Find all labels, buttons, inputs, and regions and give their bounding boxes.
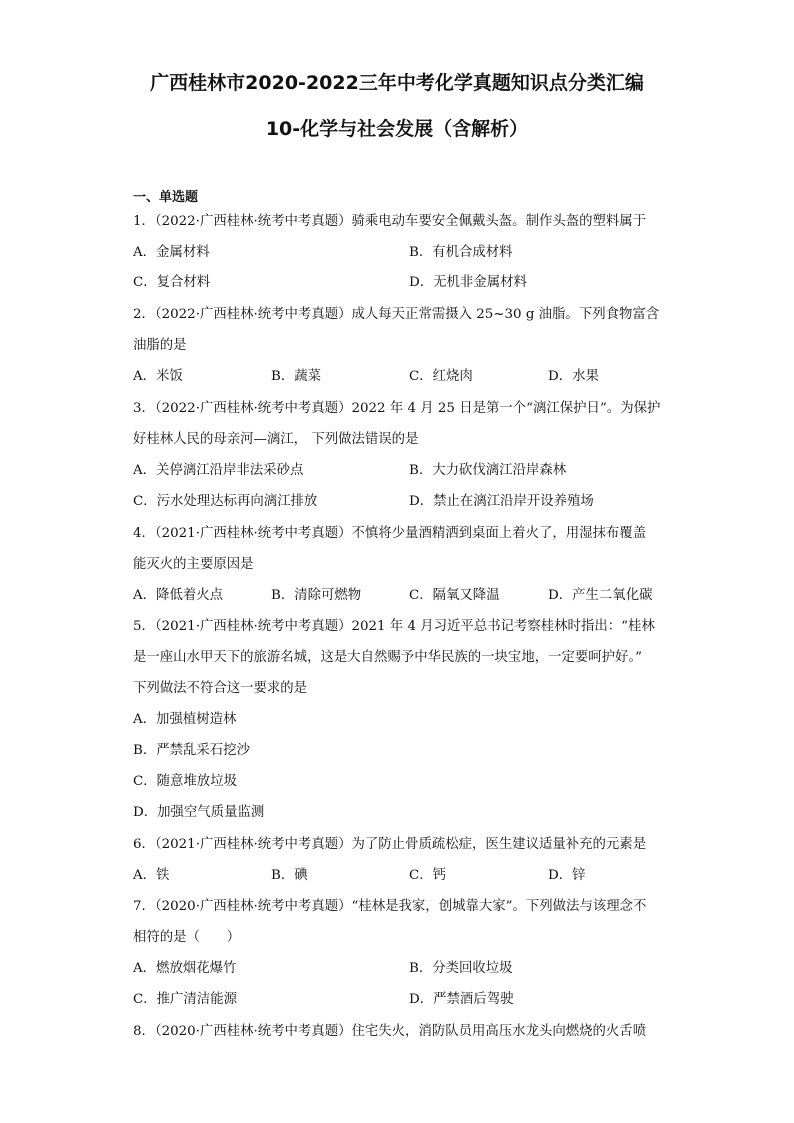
question-1-option-d: D．无机非金属材料: [409, 275, 527, 290]
question-1-option-b: B．有机合成材料: [409, 245, 513, 260]
question-4-option-b: B．清除可燃物: [271, 588, 362, 603]
question-2-option-b: B．蔬菜: [271, 369, 322, 384]
question-5-option-d: D．加强空气质量监测: [133, 805, 265, 820]
question-1-option-c: C．复合材料: [133, 275, 211, 290]
question-7-stem: 7．（2020·广西桂林·统考中考真题）“桂林是我家，创城靠大家”。下列做法与该理念不: [133, 899, 647, 914]
question-3-stem-cont: 好桂林人民的母亲河—漓江， 下列做法错误的是: [133, 432, 419, 447]
question-6-option-a: A．铁: [133, 868, 170, 883]
question-5-stem-cont-1: 是一座山水甲天下的旅游名城，这是大自然赐予中华民族的一块宝地，一定要呵护好。”: [133, 650, 642, 665]
question-3-stem: 3．（2022·广西桂林·统考中考真题）2022 年 4 月 25 日是第一个“漓江保护日”。为保护: [133, 401, 661, 416]
question-5-stem-cont-2: 下列做法不符合这一要求的是: [133, 681, 308, 696]
question-5-option-b: B．严禁乱采石挖沙: [133, 743, 250, 758]
question-2-option-c: C．红烧肉: [409, 369, 473, 384]
question-6-option-c: C．钙: [409, 868, 447, 883]
section-heading: 一、单选题: [133, 190, 199, 205]
question-6-stem: 6．（2021·广西桂林·统考中考真题）为了防止骨质疏松症，医生建议适量补充的元素是: [133, 837, 647, 852]
question-4-option-c: C．隔氧又降温: [409, 588, 500, 603]
document-title-line-1: 广西桂林市2020-2022三年中考化学真题知识点分类汇编: [150, 72, 644, 94]
document-title-line-2: 10-化学与社会发展（含解析）: [265, 118, 529, 140]
question-3-option-d: D．禁止在漓江沿岸开设养殖场: [409, 494, 594, 509]
question-3-option-a: A．关停漓江沿岸非法采砂点: [133, 463, 304, 478]
question-4-option-d: D．产生二氧化碳: [548, 588, 653, 603]
question-2-option-d: D．水果: [548, 369, 599, 384]
question-2-stem-cont: 油脂的是: [133, 338, 187, 353]
question-5-stem: 5．（2021·广西桂林·统考中考真题）2021 年 4 月习近平总书记考察桂林时指出：“桂林: [133, 619, 655, 634]
question-8-stem: 8．（2020·广西桂林·统考中考真题）住宅失火，消防队员用高压水龙头向燃烧的火舌喷: [133, 1024, 647, 1039]
question-6-option-d: D．锌: [548, 868, 586, 883]
question-7-stem-cont: 相符的是（ ）: [133, 930, 241, 945]
question-7-option-c: C．推广清洁能源: [133, 992, 237, 1007]
question-2-option-a: A．米饭: [133, 369, 183, 384]
question-4-stem: 4．（2021·广西桂林·统考中考真题）不慎将少量酒精洒到桌面上着火了，用湿抹布覆盖: [133, 526, 647, 541]
question-7-option-b: B．分类回收垃圾: [409, 961, 513, 976]
question-4-stem-cont: 能灭火的主要原因是: [133, 557, 254, 572]
question-4-option-a: A．降低着火点: [133, 588, 224, 603]
question-1-option-a: A．金属材料: [133, 245, 210, 260]
question-5-option-a: A．加强植树造林: [133, 712, 237, 727]
question-1-stem: 1．（2022·广西桂林·统考中考真题）骑乘电动车要安全佩戴头盔。制作头盔的塑料属于: [133, 214, 647, 229]
question-7-option-a: A．燃放烟花爆竹: [133, 961, 237, 976]
question-3-option-c: C．污水处理达标再向漓江排放: [133, 494, 318, 509]
question-6-option-b: B．碘: [271, 868, 308, 883]
question-3-option-b: B．大力砍伐漓江沿岸森林: [409, 463, 567, 478]
question-2-stem: 2．（2022·广西桂林·统考中考真题）成人每天正常需摄入 25~30 g 油脂。下列食物富含: [133, 307, 660, 322]
question-5-option-c: C．随意堆放垃圾: [133, 774, 237, 789]
question-7-option-d: D．严禁酒后驾驶: [409, 992, 514, 1007]
